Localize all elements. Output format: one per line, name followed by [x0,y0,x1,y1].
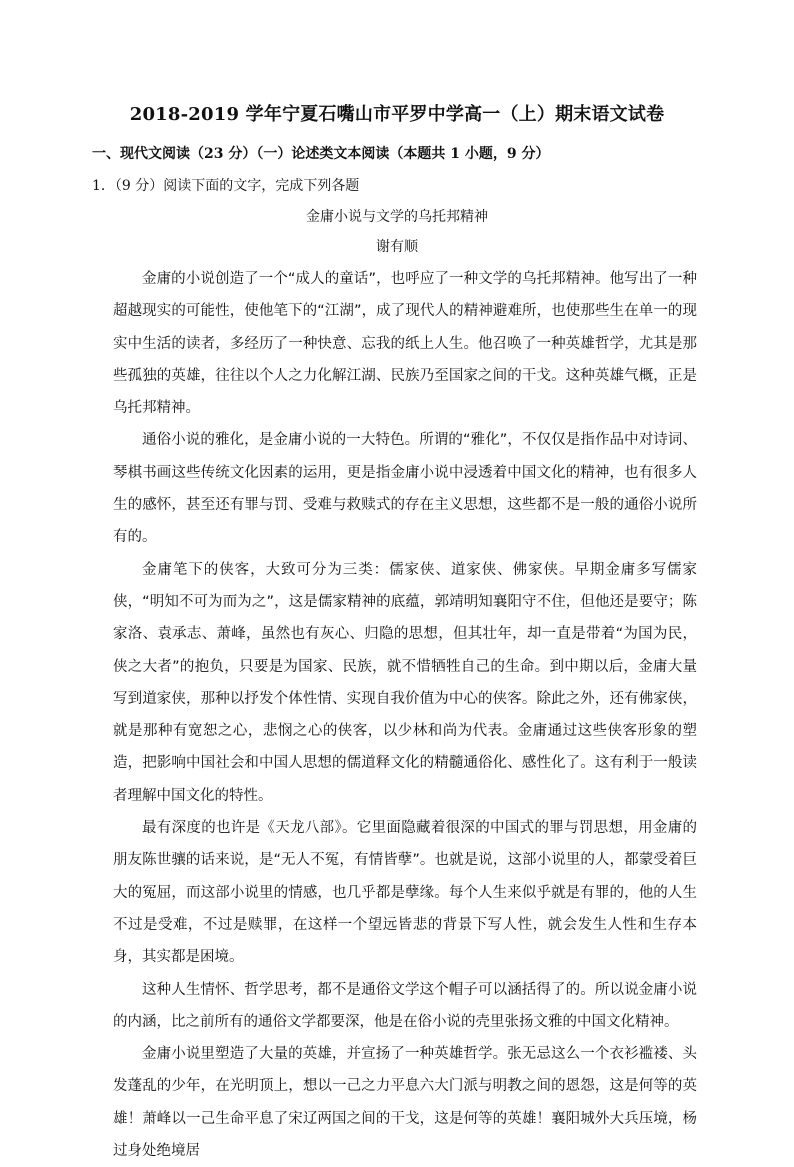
article-paragraph: 金庸笔下的侠客，大致可分为三类：儒家侠、道家侠、佛家侠。早期金庸多写儒家侠，“明知不可为而为之”，这是儒家精神的底蕴，郭靖明知襄阳守不住，但他还是要守；陈家洛、袁承志、萧峰，虽然也有灰心、归隐的思想，但其壮年，却一直是带着“为国为民，侠之大者”的抱负，只要是为国家、民族，就不惜牺牲自己的生命。到中期以后，金庸大量写到道家侠，那种以抒发个体性情、实现自我价值为中心的侠客。除此之外，还有佛家侠，就是那种有宽恕之心，悲悯之心的侠客，以少林和尚为代表。金庸通过这些侠客形象的塑造，把影响中国社会和中国人思想的儒道释文化的精髓通俗化、感性化了。这有利于一般读者理解中国文化的特性。 [113,561,697,804]
question-line [92,175,359,195]
exam-title: 2018-2019 学年宁夏石嘴山市平罗中学高一（上）期末语文试卷 [129,104,665,125]
question-number: 1． [92,178,115,194]
article-author: 谢有顺 [376,239,418,255]
article-paragraph: 金庸小说里塑造了大量的英雄，并宣扬了一种英雄哲学。张无忌这么一个衣衫褴褛、头发蓬乱的少年，在光明顶上，想以一己之力平息六大门派与明教之间的恩怨，这是何等的英雄！萧峰以一己生命平息了宋辽两国之间的干戈，这是何等的英雄！襄阳城外大兵压境，杨过身处绝境居 [113,1046,697,1160]
section-heading: 一、现代文阅读（23 分）（一）论述类文本阅读（本题共 1 小题，9 分） [92,146,550,162]
article-paragraph: 金庸的小说创造了一个“成人的童话”，也呼应了一种文学的乌托邦精神。他写出了一种超越现实的可能性，使他笔下的“江湖”，成了现代人的精神避难所，也使那些生在单一的现实中生活的读者，多经历了一种快意、忘我的纸上人生。他召唤了一种英雄哲学，尤其是那些孤独的英雄，往往以个人之力化解江湖、民族乃至国家之间的干戈。这种英雄气概，正是乌托邦精神。 [113,271,697,417]
article-title: 金庸小说与文学的乌托邦精神 [306,209,488,225]
question-prompt: （9 分）阅读下面的文字，完成下列各题 [114,178,360,194]
article-body [113,263,697,1167]
article-paragraph: 通俗小说的雅化，是金庸小说的一大特色。所谓的“雅化”，不仅仅是指作品中对诗词、琴棋书画这些传统文化因素的运用，更是指金庸小说中浸透着中国文化的精神，也有很多人生的感怀，甚至还有罪与罚、受难与救赎式的存在主义思想，这些都不是一般的通俗小说所有的。 [113,432,697,546]
article-paragraph: 这种人生情怀、哲学思考，都不是通俗文学这个帽子可以涵括得了的。所以说金庸小说的内涵，比之前所有的通俗文学都要深，他是在俗小说的壳里张扬文雅的中国文化精神。 [113,981,697,1030]
article-paragraph: 最有深度的也许是《天龙八部》。它里面隐藏着很深的中国式的罪与罚思想，用金庸的朋友陈世骧的话来说，是“无人不冤，有情皆孽”。也就是说，这部小说里的人，都蒙受着巨大的冤屈，而这部小说里的情感，也几乎都是孽缘。每个人生来似乎就是有罪的，他的人生不过是受难，不过是赎罪，在这样一个望远皆悲的背景下写人性，就会发生人性和生存本身，其实都是困境。 [113,820,697,966]
